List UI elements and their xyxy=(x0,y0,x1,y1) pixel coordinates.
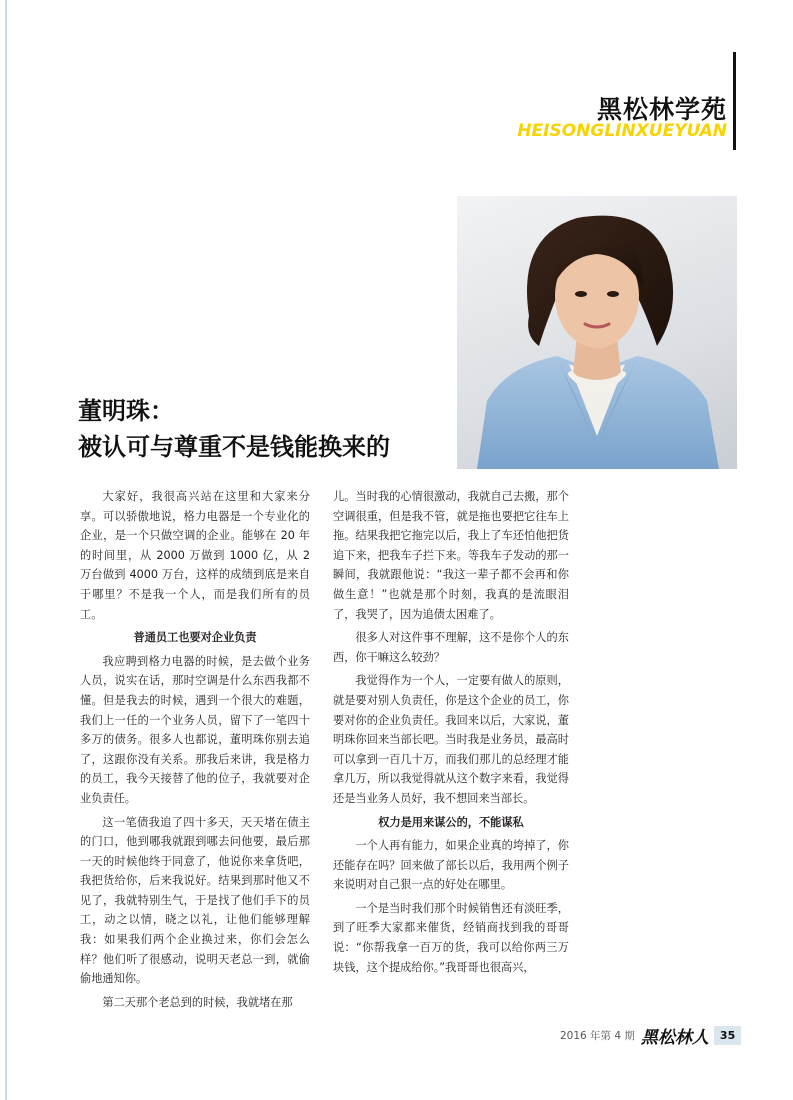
magazine-logo: 黑松林人 xyxy=(640,1027,709,1048)
article-headline xyxy=(78,393,390,465)
portrait-photo xyxy=(457,196,737,469)
subheading: 权力是用来谋公的，不能谋私 xyxy=(378,815,524,829)
paragraph: 一个人再有能力，如果企业真的垮掉了，你还能存在吗？回来做了部长以后，我用两个例子来说明对自己狠一点的好处在哪里。 xyxy=(333,839,569,892)
paragraph: 我觉得作为一个人，一定要有做人的原则，就是要对别人负责任，你是这个企业的员工，你要对你的企业负责任。我回来以后，大家说，董明珠你回来当部长吧。当时我是业务员，最高时可以拿到一百几十万，而我们那儿的总经理才能拿几万，所以我觉得就从这个数字来看，我觉得还是当业务人员好，我不想回来当部长。 xyxy=(333,674,569,805)
article-column-left xyxy=(80,487,310,1016)
paragraph: 大家好，我很高兴站在这里和大家来分享。可以骄傲地说，格力电器是一个专业化的企业，是一个只做空调的企业。能够在 20 年的时间里，从 2000 万做到 1000 亿，从 2 万台做到 4000 万台，这样的成绩到底是来自于哪里？不是我一个人，而是我们所有的员工。 xyxy=(80,490,310,621)
paragraph: 很多人对这件事不理解，这不是你个人的东西，你干嘛这么较劲？ xyxy=(333,631,569,664)
header-vertical-bar xyxy=(733,52,736,150)
section-title-cn: 黑松林学苑 xyxy=(596,95,727,124)
page-edge-rule xyxy=(5,0,7,1100)
page-footer xyxy=(560,1025,741,1048)
portrait-illustration xyxy=(457,196,737,469)
article-column-right xyxy=(333,487,569,981)
paragraph: 我应聘到格力电器的时候，是去做个业务人员，说实在话，那时空调是什么东西我都不懂。但是我去的时候，遇到一个很大的难题，我们上一任的一个业务人员，留下了一笔四十多万的债务。很多人也都说，董明珠你别去追了，这跟你没有关系。那我后来讲，我是格力的员工，我今天接替了他的位子，我就要对企业负责任。 xyxy=(80,654,310,805)
page-number: 35 xyxy=(714,1026,741,1045)
headline-line-2: 被认可与尊重不是钱能换来的 xyxy=(78,432,390,461)
headline-line-1: 董明珠： xyxy=(78,396,174,425)
paragraph: 儿。当时我的心情很激动，我就自己去搬，那个空调很重，但是我不管，就是拖也要把它往车上拖。结果我把它拖完以后，我上了车还怕他把货追下来，把我车子拦下来。等我车子发动的那一瞬间，我就跟他说：“我这一辈子都不会再和你做生意！”也就是那个时刻，我真的是流眼泪了，我哭了，因为追债太困难了。 xyxy=(333,490,569,621)
issue-label: 2016 年第 4 期 xyxy=(560,1029,635,1042)
subheading: 普通员工也要对企业负责 xyxy=(133,631,257,645)
paragraph: 第二天那个老总到的时候，我就堵在那 xyxy=(102,995,293,1009)
section-title-en: HEISONGLINXUEYUAN xyxy=(517,121,727,141)
paragraph: 这一笔债我追了四十多天，天天堵在债主的门口，他到哪我就跟到哪去问他要，最后那一天的时候他终于同意了，他说你来拿货吧，我把货给你，后来我说好。结果到那时他又不见了，我就特别生气，于是找了他们手下的员工，动之以情，晓之以礼，让他们能够理解我：如果我们两个企业换过来，你们会怎么样？他们听了很感动，说明天老总一到，就偷偷地通知你。 xyxy=(80,815,310,986)
paragraph: 一个是当时我们那个时候销售还有淡旺季，到了旺季大家都来催货，经销商找到我的哥哥说：“你帮我拿一百万的货，我可以给你两三万块钱，这个提成给你。”我哥哥也很高兴， xyxy=(333,901,569,974)
